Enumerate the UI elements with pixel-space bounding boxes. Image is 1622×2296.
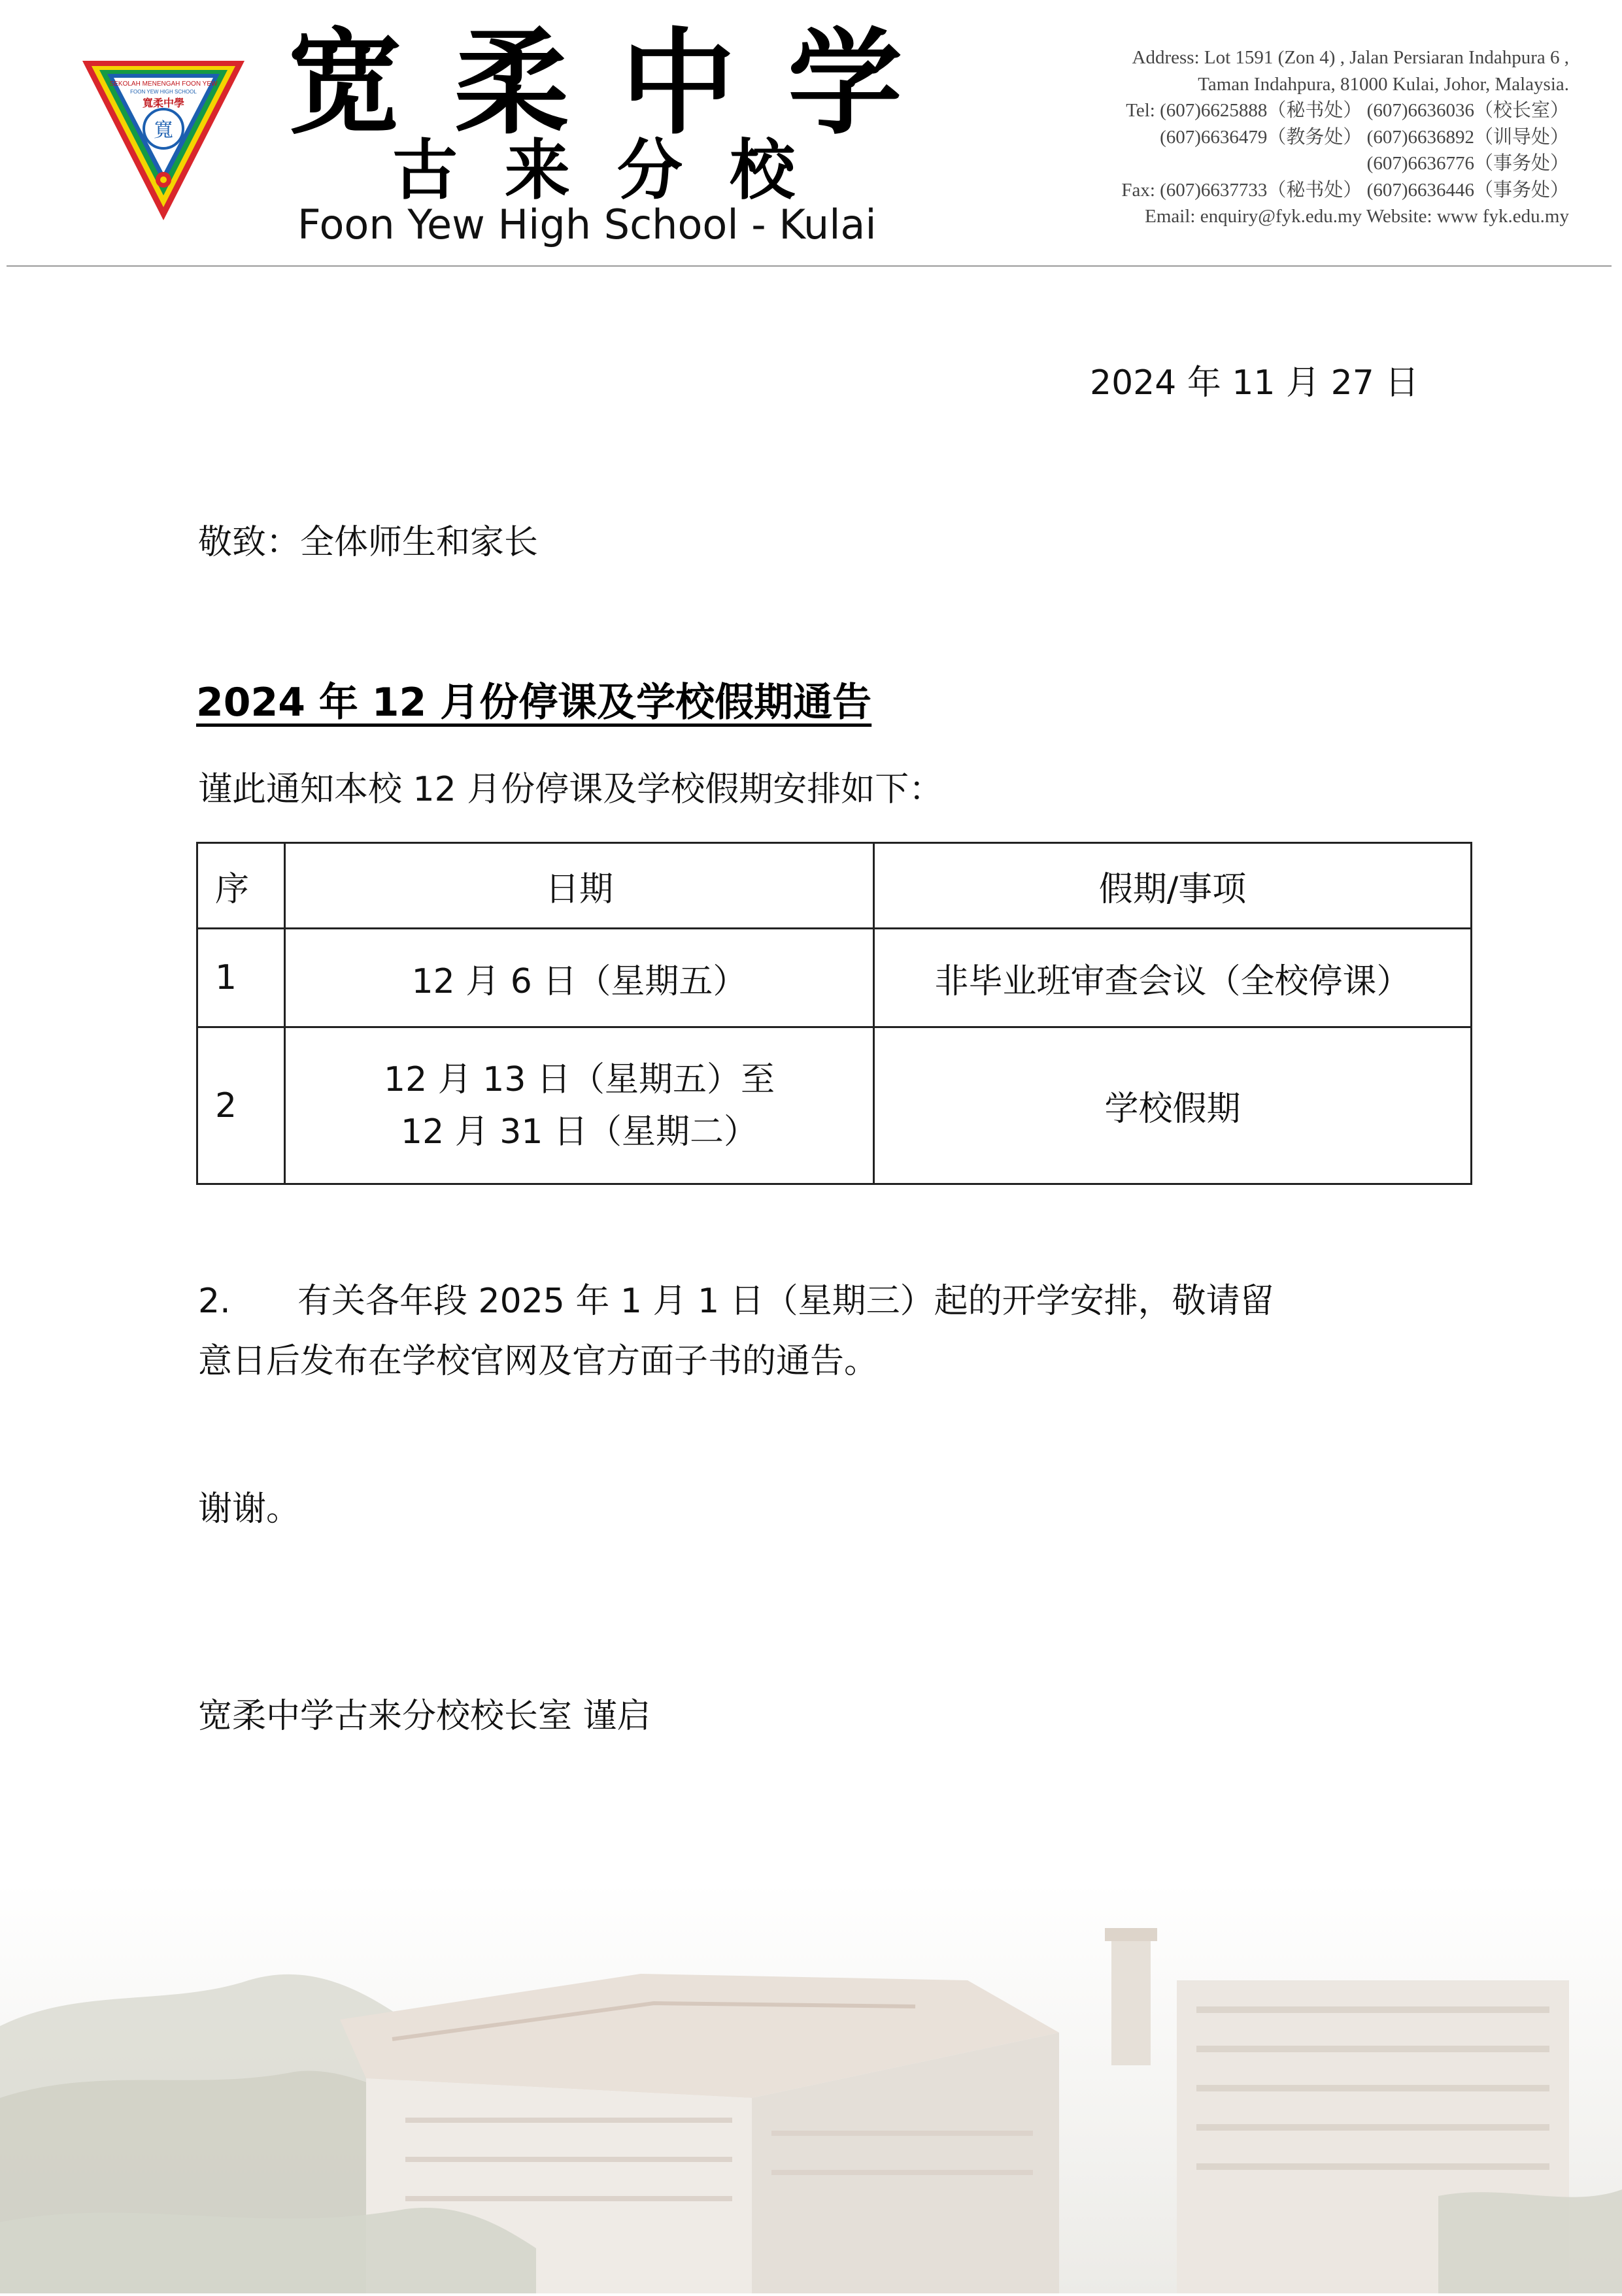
contact-line: Tel: (607)6625888（秘书处） (607)6636036（校长室） [1126,100,1569,121]
contact-line: (607)6636776（事务处） [1366,153,1569,174]
row-date: 12 月 6 日（星期五） [285,929,874,1027]
logo-ring-text: SEKOLAH MENENGAH FOON YEW [109,80,218,88]
contact-line: Fax: (607)6637733（秘书处） (607)6636446（事务处） [1121,179,1569,201]
contact-line: Address: Lot 1591 (Zon 4) , Jalan Persiaran Indahpura 6 , [1132,47,1569,68]
paragraph-number: 2. [198,1282,231,1321]
campus-watermark-image [0,1882,1622,2293]
contact-line: Taman Indahpura, 81000 Kulai, Johor, Malaysia. [1198,73,1569,95]
school-name-chinese: 宽柔中学 [288,16,955,150]
salutation: 敬致：全体师生和家长 [198,523,539,562]
logo-ring-text-2: FOON YEW HIGH SCHOOL [130,89,197,95]
column-header-date: 日期 [285,843,874,929]
signoff: 宽柔中学古来分校校长室 谨启 [198,1697,651,1736]
row-event: 学校假期 [874,1027,1472,1184]
row-date [285,1027,874,1184]
header-divider [7,265,1612,267]
svg-text:寬: 寬 [154,119,173,142]
row-date-line: 12 月 31 日（星期二） [401,1112,758,1152]
intro-sentence: 谨此通知本校 12 月份停课及学校假期安排如下： [198,770,943,809]
contact-line: (607)6636479（教务处） (607)6636892（训导处） [1160,126,1569,148]
school-logo [78,56,248,225]
table-row [197,1027,1472,1184]
notice-title: 2024 年 12 月份停课及学校假期通告 [196,680,872,725]
row-event: 非毕业班审查会议（全校停课） [874,929,1472,1027]
column-header-no: 序 [197,843,285,929]
letter-date: 2024 年 11 月 27 日 [1090,363,1419,403]
row-number: 1 [197,929,285,1027]
logo-emblem-text: 寬柔中學 [142,97,185,109]
contact-line: Email: enquiry@fyk.edu.my Website: www fyk.edu.my [1145,206,1569,227]
paragraph-line: 意日后发布在学校官网及官方面子书的通告。 [198,1342,879,1381]
column-header-event: 假期/事项 [874,843,1472,929]
paragraph-line: 有关各年段 2025 年 1 月 1 日（星期三）起的开学安排，敬请留 [297,1282,1274,1321]
school-name-english: Foon Yew High School - Kulai [297,201,877,248]
paragraph-2 [198,1271,1440,1391]
contact-block [1046,44,1569,230]
branch-name-chinese: 古来分校 [392,131,842,208]
table-header-row [197,843,1472,929]
closing-thanks: 谢谢。 [198,1489,301,1529]
row-number: 2 [197,1027,285,1184]
row-date-line: 12 月 13 日（星期五）至 [384,1059,775,1099]
holiday-table [196,842,1472,1185]
table-row [197,929,1472,1027]
